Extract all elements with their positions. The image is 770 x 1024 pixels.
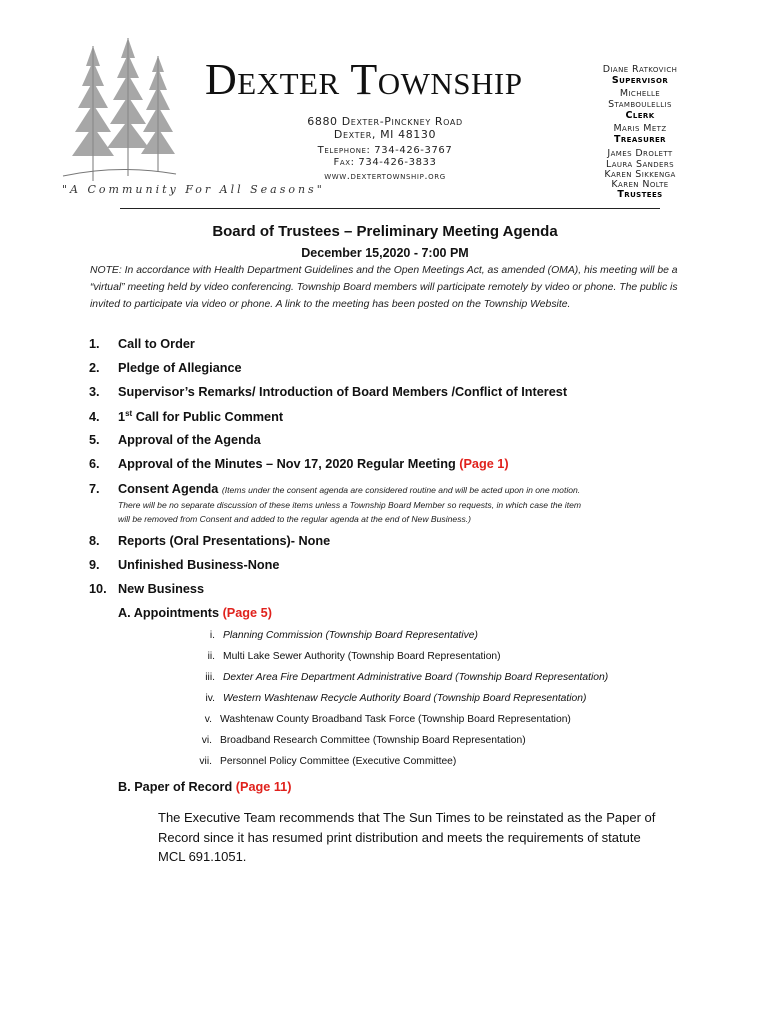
item-label: New Business: [118, 582, 205, 596]
item-label: Approval of the Agenda: [118, 433, 261, 447]
roman-number: v.: [204, 714, 212, 725]
website-link[interactable]: www.dextertownship.org: [324, 171, 446, 182]
roman-number: ii.: [207, 651, 215, 662]
trustee-name: Karen Sikkenga: [604, 169, 676, 180]
section-appointments: [118, 606, 272, 620]
roman-number: iii.: [205, 672, 215, 683]
agenda-item: [89, 409, 283, 424]
item-number: 1.: [89, 337, 100, 351]
appointment-text: Planning Commission (Township Board Representative): [223, 630, 478, 641]
item-label-superscript: st: [125, 409, 133, 418]
township-motto: "A Community For All Seasons": [62, 183, 325, 196]
treasurer-name: Maris Metz: [613, 123, 667, 134]
item-label: Supervisor’s Remarks/ Introduction of Board Members /Conflict of Interest: [118, 385, 568, 399]
item-label: Approval of the Minutes – Nov 17, 2020 Regular Meeting: [118, 457, 460, 471]
appointment-text: Western Washtenaw Recycle Authority Board (Township Board Representation): [223, 693, 587, 704]
roman-number: vii.: [199, 756, 212, 767]
item-number: 5.: [89, 433, 100, 447]
consent-note: There will be no separate discussion of these items unless a Township Board Member so requests, in which case the item: [118, 500, 582, 510]
appointment-item: [195, 630, 478, 641]
paper-of-record-paragraph: The Executive Team recommends that The Sun Times to be reinstated as the Paper of Record since it has resumed print distribution and meets the requirements of statute MCL 691.1051.: [158, 810, 656, 864]
supervisor-title: Supervisor: [611, 75, 669, 86]
agenda-item: [89, 482, 580, 496]
address-line-2: Dexter, MI 48130: [333, 128, 437, 141]
consent-note: (Items under the consent agenda are considered routine and will be acted upon in one motion.: [221, 485, 581, 495]
address-line-1: 6880 Dexter-Pinckney Road: [307, 115, 463, 128]
item-label: Call for Public Comment: [132, 410, 284, 425]
appointment-text: Dexter Area Fire Department Administrative Board (Township Board Representation): [223, 672, 609, 683]
item-number: 6.: [89, 457, 100, 471]
agenda-item: [89, 582, 204, 596]
item-label: Consent Agenda: [118, 482, 219, 496]
page-reference-link[interactable]: (Page 11): [235, 780, 292, 794]
consent-note: will be removed from Consent and added to the regular agenda at the end of New Business.): [118, 514, 472, 524]
supervisor-name: Diane Ratkovich: [602, 64, 678, 75]
header-divider: [120, 208, 660, 209]
clerk-name-1: Michelle: [619, 88, 661, 99]
appointment-item: [195, 672, 608, 683]
agenda-item: [89, 457, 509, 471]
clerk-title: Clerk: [625, 110, 655, 121]
item-number: 4.: [89, 410, 100, 425]
roman-number: vi.: [201, 735, 212, 746]
section-paper-of-record: [118, 780, 291, 794]
agenda-item: [89, 558, 279, 572]
oma-note: NOTE: In accordance with Health Department Guidelines and the Open Meetings Act, as amended (OMA), his meeting will be a “virtual” meeting held by video conferencing. Township Board members will participate remotely by video or phone. The public is invited to participate via video or phone. A link to the meeting has been posted on the Township Website.: [90, 265, 678, 310]
item-number: 3.: [89, 385, 100, 399]
appointment-item: [192, 756, 456, 767]
roman-number: iv.: [205, 693, 215, 704]
treasurer-title: Treasurer: [614, 134, 666, 145]
appointment-item: [195, 693, 586, 704]
appointment-item: [192, 714, 571, 725]
appointment-item: [192, 735, 526, 746]
agenda-item: [89, 385, 567, 399]
item-number: 2.: [89, 361, 100, 375]
township-title: Dexter Township: [205, 55, 523, 104]
appointment-item: [195, 651, 501, 662]
item-number: 9.: [89, 558, 100, 572]
item-number: 8.: [89, 534, 100, 548]
roman-number: i.: [209, 630, 215, 641]
section-label: B. Paper of Record: [118, 780, 236, 794]
township-logo-trees-icon: [58, 36, 178, 186]
item-label: Unfinished Business-None: [118, 558, 280, 572]
item-number: 10.: [89, 582, 107, 596]
item-label: Pledge of Allegiance: [118, 361, 242, 375]
telephone: Telephone: 734-426-3767: [317, 145, 453, 156]
agenda-item: [89, 361, 242, 375]
agenda-title: Board of Trustees – Preliminary Meeting Agenda: [212, 223, 558, 240]
item-number: 7.: [89, 482, 100, 496]
trustee-name: Laura Sanders: [606, 159, 674, 170]
item-label: Call to Order: [118, 337, 195, 351]
appointment-text: Multi Lake Sewer Authority (Township Board Representation): [223, 651, 501, 662]
appointment-text: Broadband Research Committee (Township Board Representation): [220, 735, 526, 746]
trustee-name: Karen Nolte: [611, 179, 669, 190]
meeting-date: December 15,2020 - 7:00 PM: [301, 246, 469, 260]
trustee-name: James Drolett: [607, 148, 673, 159]
agenda-item: [89, 534, 330, 548]
page-reference-link[interactable]: (Page 5): [222, 606, 272, 620]
page-reference-link[interactable]: (Page 1): [459, 457, 509, 471]
clerk-name-2: Stamboulellis: [608, 99, 672, 110]
section-label: A. Appointments: [118, 606, 223, 620]
item-label: Reports (Oral Presentations)- None: [118, 534, 331, 548]
trustees-title: Trustees: [617, 189, 663, 200]
item-label: 1: [118, 410, 126, 425]
appointment-text: Washtenaw County Broadband Task Force (Township Board Representation): [220, 714, 571, 725]
appointment-text: Personnel Policy Committee (Executive Committee): [220, 756, 457, 767]
agenda-item: [89, 337, 195, 351]
fax: Fax: 734-426-3833: [333, 157, 437, 168]
agenda-item: [89, 433, 261, 447]
